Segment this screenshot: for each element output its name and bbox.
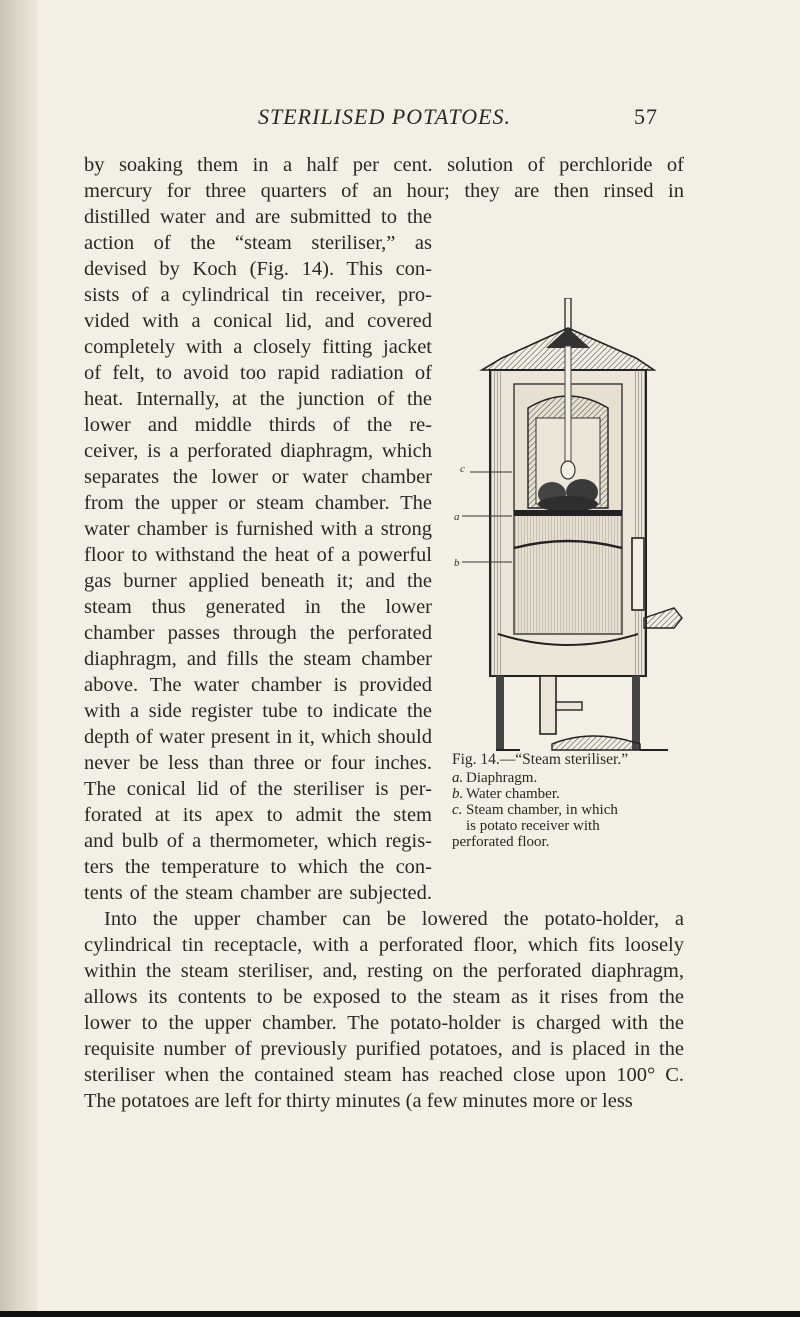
text-line: ceiver, is a perforated diaphragm, which <box>84 440 432 462</box>
text-line: cylindrical tin receptacle, with a perforated floor, which fits loosely <box>84 934 684 956</box>
page-number: 57 <box>634 104 658 129</box>
text-line: Into the upper chamber can be lowered the potato-holder, a <box>104 908 684 930</box>
legend-item <box>466 818 600 834</box>
running-head-title: STERILISED POTATOES. <box>258 104 512 129</box>
text-line: by soaking them in a half per cent. solution of perchloride of <box>84 154 684 176</box>
legend-letter: b. <box>452 786 464 802</box>
text-line: with a side register tube to indicate the <box>84 700 432 722</box>
legend-item <box>452 770 537 786</box>
text-line: steriliser when the contained steam has reached close upon 100° C. <box>84 1064 684 1086</box>
caption-title: Fig. 14.—“Steam steriliser.” <box>452 751 629 768</box>
legend-text: is potato receiver with <box>466 818 600 834</box>
text-line: completely with a closely fitting jacket <box>84 336 432 358</box>
text-line: mercury for three quarters of an hour; they are then rinsed in <box>84 180 684 202</box>
label-c: c <box>460 463 465 475</box>
text-line: never be less than three or four inches. <box>84 752 432 774</box>
text-line: water chamber is furnished with a strong <box>84 518 432 540</box>
text-line: allows its contents to be exposed to the steam as it rises from the <box>84 986 684 1008</box>
text-line: floor to withstand the heat of a powerful <box>84 544 432 566</box>
text-line: heat. Internally, at the junction of the <box>84 388 432 410</box>
legend-item <box>452 834 549 850</box>
text-line: and bulb of a thermometer, which regis- <box>84 830 432 852</box>
bottom-edge <box>0 1311 800 1317</box>
legend-text: perforated floor. <box>452 834 550 850</box>
running-head <box>258 104 658 134</box>
text-line: ters the temperature to which the con- <box>84 856 432 878</box>
text-line: within the steam steriliser, and, resting on the perforated diaphragm, <box>84 960 684 982</box>
legend-item <box>452 802 618 818</box>
legend-letter: a. <box>452 770 464 786</box>
label-a: a <box>454 511 460 523</box>
text-line: depth of water present in it, which should <box>84 726 432 748</box>
legend-text: Diaphragm. <box>466 770 538 786</box>
legend-item <box>452 786 560 802</box>
legend-letter: c. <box>452 802 463 818</box>
text-line: diaphragm, and fills the steam chamber <box>84 648 432 670</box>
text-line: of felt, to avoid too rapid radiation of <box>84 362 432 384</box>
text-line: separates the lower or water chamber <box>84 466 432 488</box>
text-line: The conical lid of the steriliser is per- <box>84 778 432 800</box>
text-line: gas burner applied beneath it; and the <box>84 570 432 592</box>
steriliser-illustration <box>452 298 684 768</box>
text-line: forated at its apex to admit the stem <box>84 804 432 826</box>
book-spine-shadow <box>0 0 38 1317</box>
text-line: sists of a cylindrical tin receiver, pro- <box>84 284 432 306</box>
text-line: tents of the steam chamber are subjected. <box>84 882 432 904</box>
legend-text: Steam chamber, in which <box>466 802 618 818</box>
text-line: from the upper or steam chamber. The <box>84 492 432 514</box>
text-line: distilled water and are submitted to the <box>84 206 432 228</box>
text-line: above. The water chamber is provided <box>84 674 432 696</box>
legend-text: Water chamber. <box>466 786 560 802</box>
steriliser-figure <box>452 298 684 768</box>
text-line: lower and middle thirds of the re- <box>84 414 432 436</box>
text-line: devised by Koch (Fig. 14). This con- <box>84 258 432 280</box>
text-line: requisite number of previously purified potatoes, and is placed in the <box>84 1038 684 1060</box>
label-b: b <box>454 557 460 569</box>
text-line: steam thus generated in the lower <box>84 596 432 618</box>
text-line: The potatoes are left for thirty minutes (a few minutes more or less <box>84 1090 633 1112</box>
text-line: vided with a conical lid, and covered <box>84 310 432 332</box>
text-line: lower to the upper chamber. The potato-holder is charged with the <box>84 1012 684 1034</box>
text-line: chamber passes through the perforated <box>84 622 432 644</box>
text-line: action of the “steam steriliser,” as <box>84 232 432 254</box>
